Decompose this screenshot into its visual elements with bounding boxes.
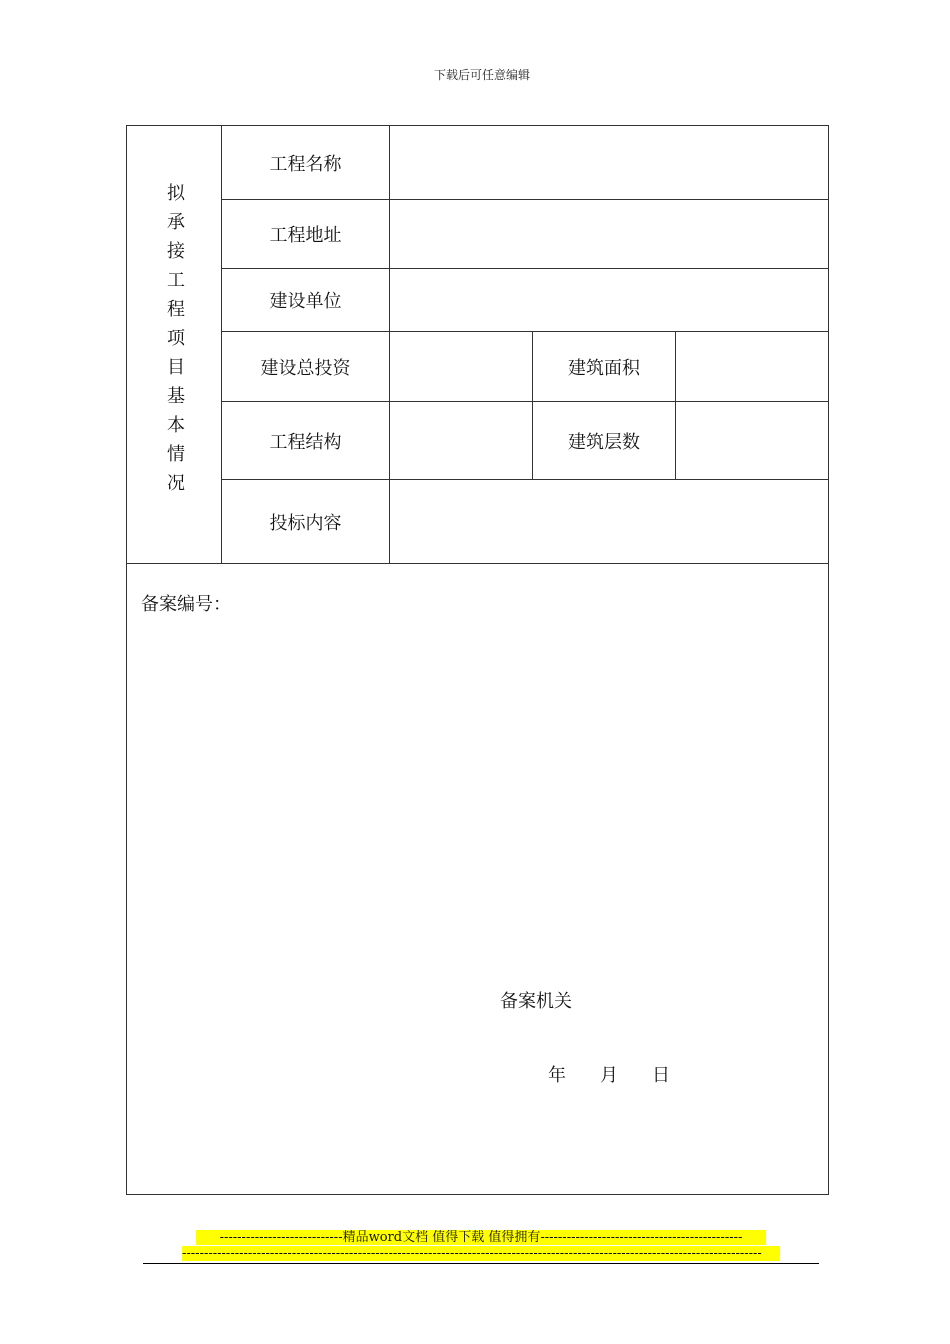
record-number-label: 备案编号： xyxy=(141,594,231,615)
project-structure-field[interactable] xyxy=(390,402,533,480)
project-address-field[interactable] xyxy=(390,200,829,269)
footer-rule xyxy=(143,1263,819,1264)
construction-unit-label: 建设单位 xyxy=(222,269,390,332)
year-label: 年 xyxy=(548,1065,566,1086)
section-title: 拟承接工程项目基本情况 xyxy=(164,182,185,502)
building-area-field[interactable] xyxy=(676,332,829,402)
total-investment-label: 建设总投资 xyxy=(222,332,390,402)
total-investment-field[interactable] xyxy=(390,332,533,402)
footer-banner-line-2: ------------------------------------------------------------------------------------------------------------------------------------ xyxy=(182,1246,780,1261)
project-structure-label: 工程结构 xyxy=(222,402,390,480)
project-name-field[interactable] xyxy=(390,126,829,200)
project-name-label: 工程名称 xyxy=(222,126,390,200)
record-section xyxy=(127,564,829,1195)
section-title-cell xyxy=(127,126,222,564)
building-area-label: 建筑面积 xyxy=(533,332,676,402)
building-floors-field[interactable] xyxy=(676,402,829,480)
header-note: 下载后可任意编辑 xyxy=(433,68,530,82)
project-address-label: 工程地址 xyxy=(222,200,390,269)
date-line xyxy=(548,1061,704,1087)
bid-content-label: 投标内容 xyxy=(222,480,390,564)
record-authority-label: 备案机关 xyxy=(500,991,572,1012)
day-label: 日 xyxy=(652,1065,670,1086)
construction-unit-field[interactable] xyxy=(390,269,829,332)
footer-banner-line-1: ----------------------------精品word文档 值得下载 值得拥有---------------------------------------------- xyxy=(196,1230,766,1245)
month-label: 月 xyxy=(600,1065,618,1086)
project-info-form xyxy=(126,125,829,1195)
building-floors-label: 建筑层数 xyxy=(533,402,676,480)
bid-content-field[interactable] xyxy=(390,480,829,564)
